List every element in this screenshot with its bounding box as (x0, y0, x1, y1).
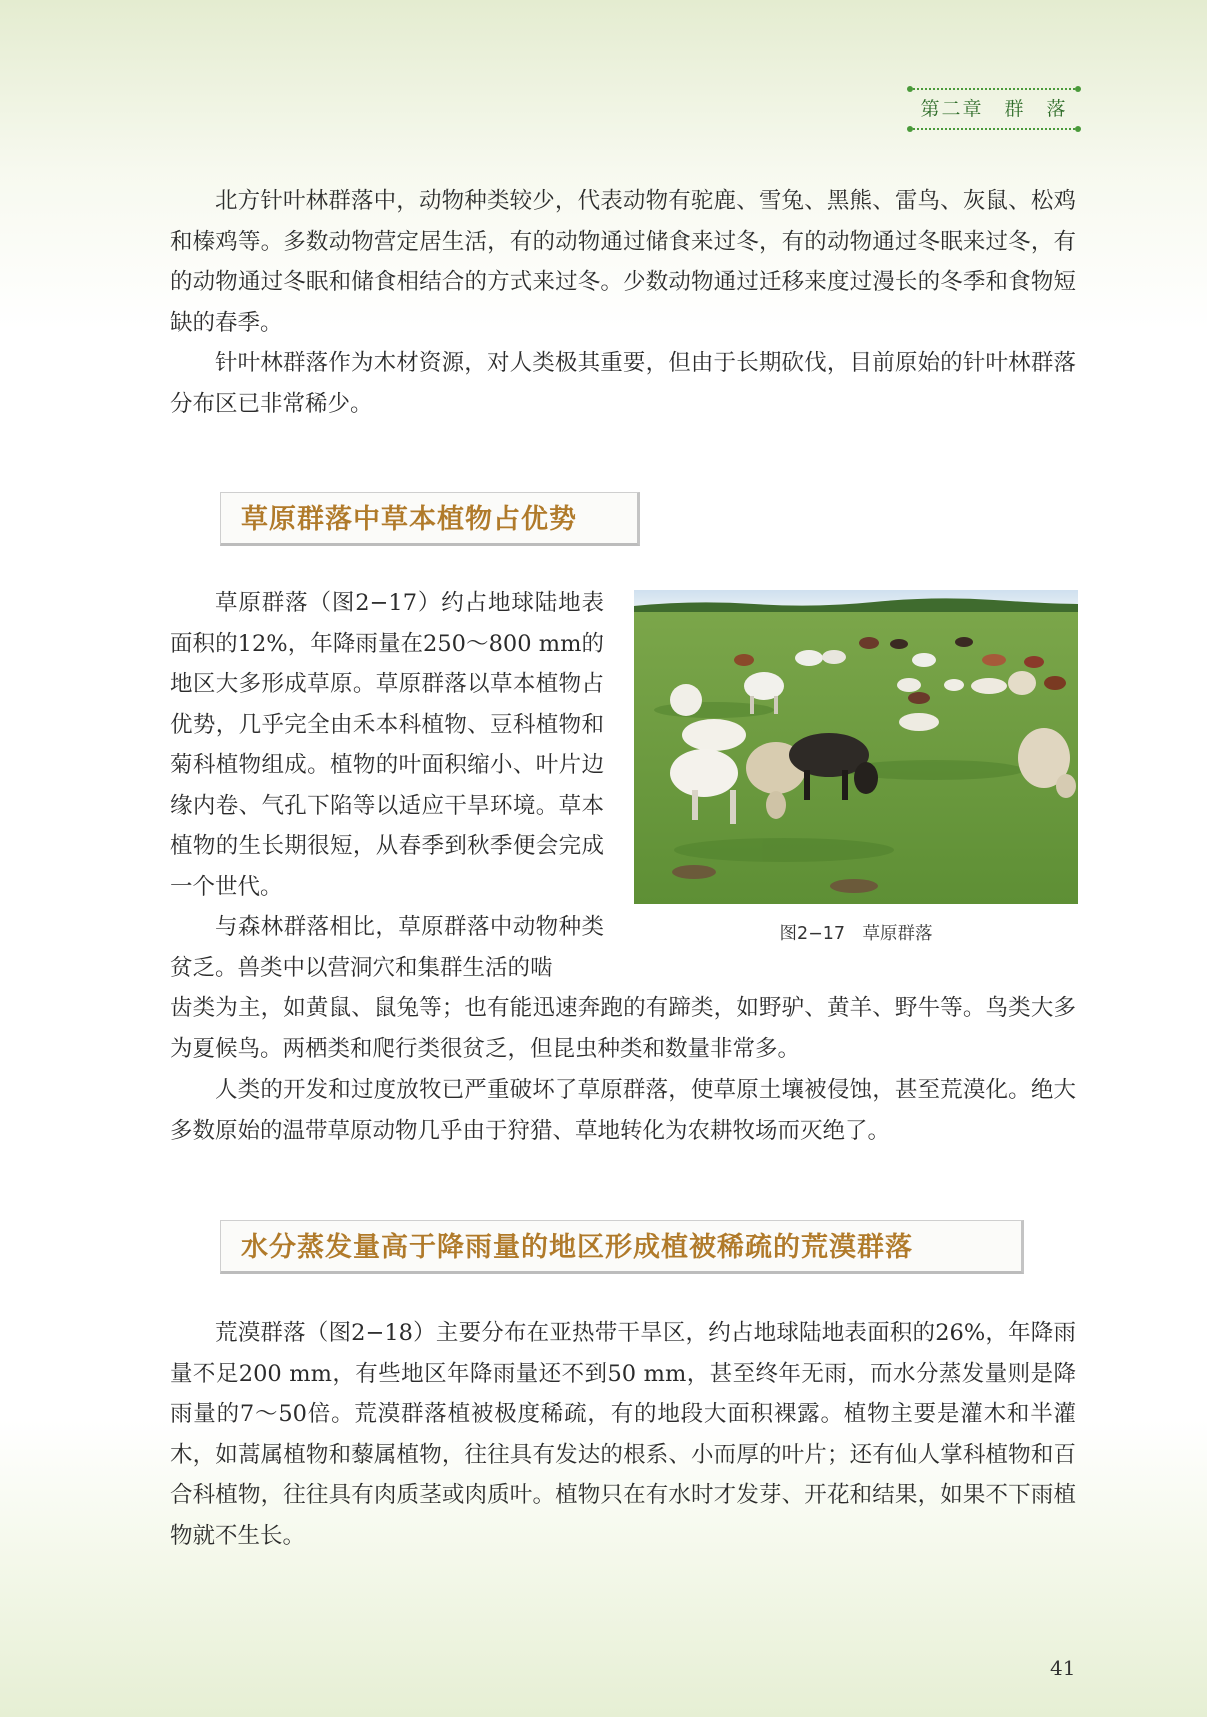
paragraph-grassland-intro: 草原群落（图2−17）约占地球陆地表面积的12%，年降雨量在250～800 mm的地区大多形成草原。草原群落以草本植物占优势，几乎完全由禾本科植物、豆科植物和菊科植物组成。植物的叶面积缩小、叶片边缘内卷、气孔下陷等以适应干旱环境。草本植物的生长期很短，从春季到秋季便会完成一个世代。 (170, 590, 604, 900)
paragraph-desert: 荒漠群落（图2−18）主要分布在亚热带干旱区，约占地球陆地表面积的26%，年降雨量不足200 mm，有些地区年降雨量还不到50 mm，甚至终年无雨，而水分蒸发量则是降雨量的7～50倍。荒漠群落植被极度稀疏，有的地段大面积裸露。植物主要是灌木和半灌木，如蒿属植物和藜属植物，往往具有发达的根系、小而厚的叶片；还有仙人掌科植物和百合科植物，往往具有肉质茎或肉质叶。植物只在有水时才发芽、开花和结果，如果不下雨植物就不生长。 (170, 1320, 1076, 1549)
figure-grassland-photo (634, 590, 1078, 904)
section-heading-grassland: 草原群落中草本植物占优势 (220, 492, 640, 546)
page-number: 41 (1050, 1656, 1076, 1680)
chapter-title: 第二章 群 落 (920, 98, 1068, 120)
figure-caption: 图2−17 草原群落 (779, 924, 933, 944)
paragraph-grassland-damage: 人类的开发和过度放牧已严重破坏了草原群落，使草原土壤被侵蚀，甚至荒漠化。绝大多数原始的温带草原动物几乎由于狩猎、草地转化为农耕牧场而灭绝了。 (170, 1077, 1076, 1144)
paragraph-grassland-animals-a: 与森林群落相比，草原群落中动物种类贫乏。兽类中以营洞穴和集群生活的啮 (170, 914, 604, 981)
paragraph-grassland-animals-b: 齿类为主，如黄鼠、鼠兔等；也有能迅速奔跑的有蹄类，如野驴、黄羊、野牛等。鸟类大多为夏候鸟。两栖类和爬行类很贫乏，但昆虫种类和数量非常多。 (170, 995, 1076, 1062)
paragraph-taiga-animals: 北方针叶林群落中，动物种类较少，代表动物有驼鹿、雪兔、黑熊、雷鸟、灰鼠、松鸡和榛鸡等。多数动物营定居生活，有的动物通过储食来过冬，有的动物通过冬眠来过冬，有的动物通过冬眠和储食相结合的方式来过冬。少数动物通过迁移来度过漫长的冬季和食物短缺的春季。 (170, 188, 1076, 336)
section-heading-desert: 水分蒸发量高于降雨量的地区形成植被稀疏的荒漠群落 (220, 1220, 1024, 1274)
paragraph-taiga-timber: 针叶林群落作为木材资源，对人类极其重要，但由于长期砍伐，目前原始的针叶林群落分布区已非常稀少。 (170, 350, 1076, 417)
grassland-sheep-illustration (634, 590, 1078, 904)
chapter-label (910, 88, 1078, 130)
